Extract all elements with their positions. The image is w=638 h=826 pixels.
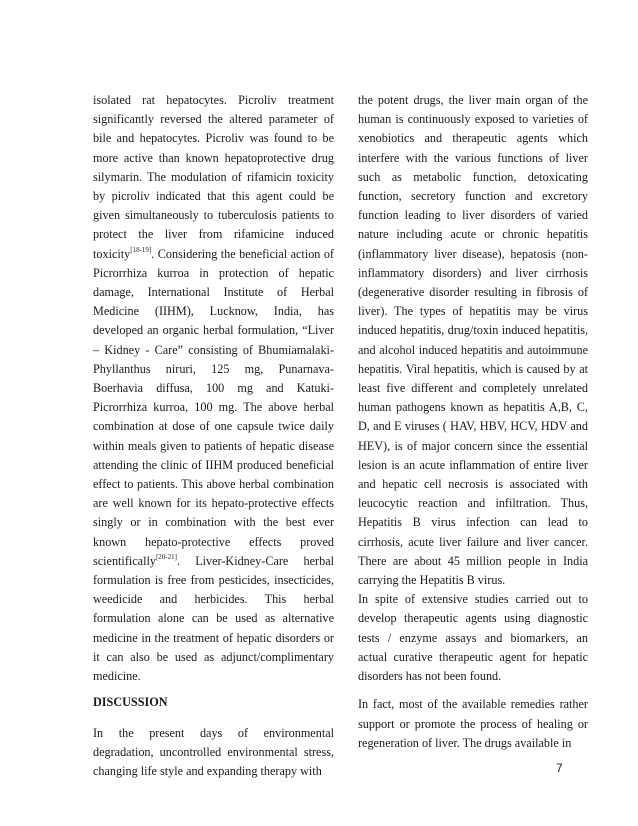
citation-ref: [20-21] — [155, 552, 177, 561]
paragraph-discussion-intro: In the present days of environmental degradation, uncontrolled environmental stress, changing life style and expanding therapy with — [93, 725, 334, 778]
citation-ref: [18-19] — [130, 245, 152, 254]
paragraph-picroliv — [93, 91, 334, 686]
paragraph-text: isolated rat hepatocytes. Picroliv treatment significantly reversed the altered parameter of bile and hepatocytes. Picroliv was found to be more active than known hepatoprotective drug silymarin. The modulation of rifamicin toxicity by picroliv indicated that this agent could be given simultaneously to tuberculosis patients to protect the liver from rifamicine induced toxicity — [93, 93, 334, 261]
paragraph-text: . Liver-Kidney-Care herbal formulation is free from pesticides, insecticides, weedicide and herbicides. This herbal formulation alone can be used as alternative medicine in the treatment of hepatic disorders or it can also be used as adjunct/complimentary medicine. — [93, 553, 334, 684]
paragraph-liver-exposure: the potent drugs, the liver main organ of the human is continuously exposed to varieties of xenobiotics and therapeutic agents which interfere with the various functions of liver such as metabolic function, detoxicating function, secretory function and excretory function leading to liver disorders of varied nature including acute or chronic hepatitis (inflammatory liver disease), hepatosis (non-inflammatory disorders) and liver cirrhosis (degenerative disorder resulting in fibrosis of liver). The types of hepatitis may be virus induced hepatitis, drug/toxin induced hepatitis, and alcohol induced hepatitis and autoimmune hepatitis. Viral hepatitis, which is caused by at least five different and completely unrelated human pathogens known as hepatitis A,B, C, D, and E viruses ( HAV, HBV, HCV, HDV and HEV), is of major concern since the essential lesion is an acute inflammation of entire liver and hepatic cell necrosis is associated with leucocytic reaction and infiltration. Thus, Hepatitis B virus infection can lead to cirrhosis, acute liver failure and liver cancer. There are about 45 million people in India carrying the Hepatitis B virus. — [358, 93, 588, 588]
paragraph-available-remedies: In fact, most of the available remedies rather support or promote the process of healing or regeneration of liver. The drugs available in — [358, 697, 588, 750]
page-number: 7 — [556, 761, 563, 775]
section-heading-discussion: DISCUSSION — [93, 695, 168, 710]
paragraph-text: . Considering the beneficial action of Picrorrhiza kurroa in protection of hepatic damage, International Institute of Herbal Medicine (IIHM), Lucknow, India, has developed an organic herbal formulation, “Liver – Kidney - Care” consisting of Bhumiamalaki- Phyllanthus niruri, 125 mg, Punarnava- Boerhavia diffusa, 100 mg and Katuki- Picrorrhiza kurroa, 100 mg. The above herbal combination at dose of one capsule twice daily within meals given to patients of hepatic disease attending the clinic of IIHM produced beneficial effect to patients. This above herbal combination are well known for its hepato-protective effects singly or in combination with the best ever known hepato-protective effects proved scientifically — [93, 246, 334, 568]
left-column — [93, 91, 334, 781]
paragraph-therapeutic-agents: In spite of extensive studies carried out to develop therapeutic agents using diagnostic tests / enzyme assays and biomarkers, an actual curative therapeutic agent for hepatic disorders has not been found. — [358, 592, 588, 684]
right-column — [358, 91, 588, 753]
